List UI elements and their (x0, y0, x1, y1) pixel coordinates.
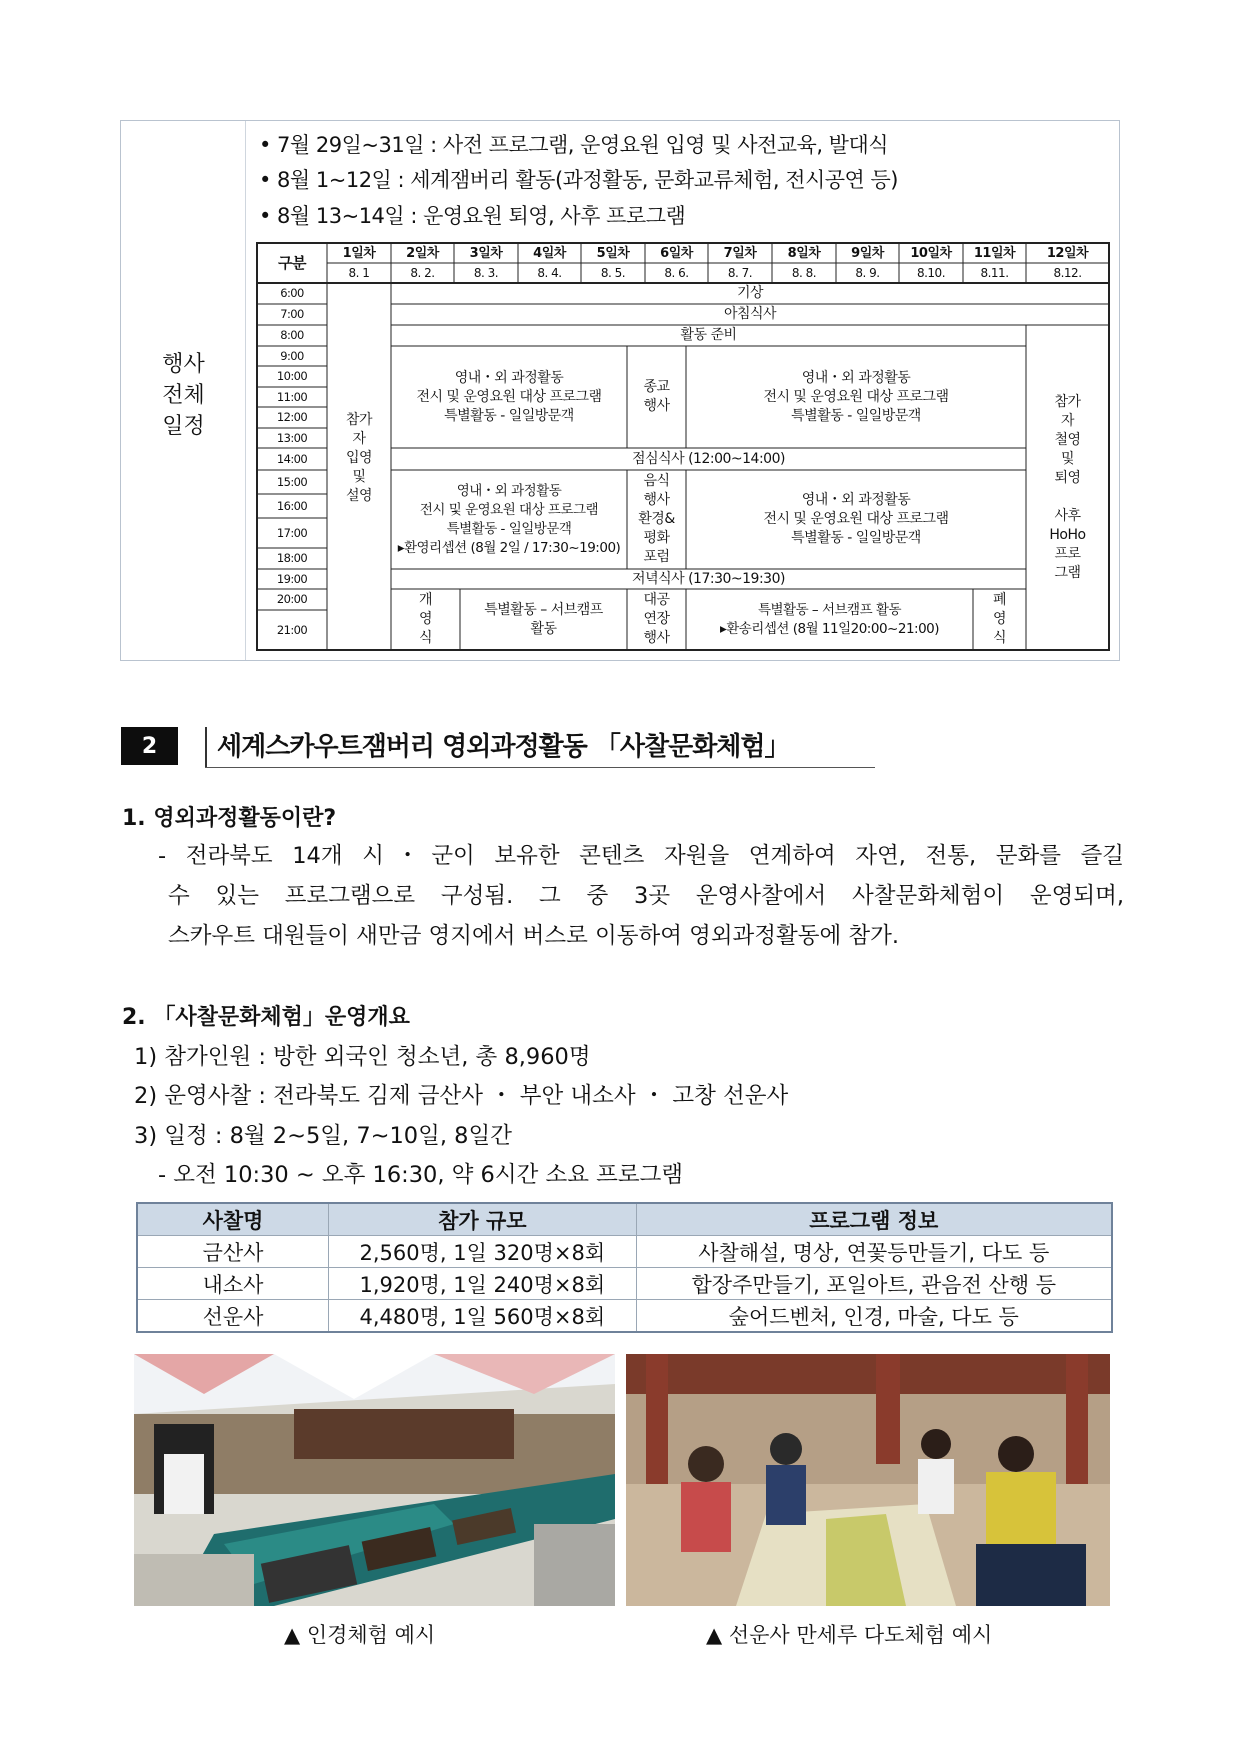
schedule-time-cell: 17:00 (276, 525, 308, 540)
schedule-date-header: 8.11. (980, 265, 1009, 280)
schedule-date-header: 8. 2. (410, 265, 435, 280)
subcamp-a-cell: 특별활동 – 서브캠프 활동 (484, 601, 603, 637)
schedule-date-header: 8. 7. (727, 265, 753, 280)
table-cell: 금산사 (137, 1236, 329, 1268)
table-row (137, 1236, 1112, 1268)
pm-activity-a-cell: 영내・외 과정활동 전시 및 운영요원 대상 프로그램 특별활동 - 일일방문객 ▸환영리셉션 (8월 2일 / 17:30~19:00) (397, 482, 621, 556)
schedule-date-header: 8. 1 (348, 265, 370, 280)
table-cell: 사찰해설, 명상, 연꽃등만들기, 다도 등 (636, 1236, 1112, 1268)
breakfast-cell: 아침식사 (723, 306, 777, 322)
section-title: 세계스카우트잼버리 영외과정활동 「사찰문화체험」 (217, 732, 790, 762)
schedule-day-header: 2일차 (406, 245, 439, 261)
dinner-cell: 저녁식사 (17:30~19:30) (632, 570, 785, 587)
schedule-time-cell: 12:00 (276, 410, 308, 424)
table-cell: 내소사 (137, 1268, 329, 1300)
schedule-bullet-3: • 8월 13~14일 : 운영요원 퇴영, 사후 프로그램 (259, 204, 686, 228)
schedule-time-cell: 16:00 (276, 498, 308, 513)
schedule-bullet-1: • 7월 29일~31일 : 사전 프로그램, 운영요원 입영 및 사전교육, 발대식 (259, 133, 889, 157)
opening-ceremony-cell: 개 영 식 (418, 592, 433, 646)
q1-line-3: 스카우트 대원들이 새만금 영지에서 버스로 이동하여 영외과정활동에 참가. (168, 923, 900, 949)
table-cell: 합장주만들기, 포일아트, 관음전 산행 등 (636, 1268, 1112, 1300)
schedule-date-header: 8. 9. (855, 265, 880, 280)
section-divider-line (205, 727, 207, 767)
table-cell: 2,560명, 1일 320명×8회 (329, 1236, 636, 1268)
table-header-cell: 참가 규모 (329, 1203, 636, 1236)
q1-line-1: - 전라북도 14개 시・군이 보유한 콘텐츠 자원을 연계하여 자연, 전통, 문화를 즐길 (158, 843, 1124, 869)
q2-item-4: - 오전 10:30 ~ 오후 16:30, 약 6시간 소요 프로그램 (158, 1162, 684, 1188)
closing-ceremony-cell: 폐 영 식 (992, 592, 1007, 646)
schedule-day-header: 10일차 (910, 245, 952, 261)
schedule-row-label-cell (121, 121, 246, 660)
schedule-day-header: 3일차 (469, 245, 503, 261)
bell-printing-photo (134, 1354, 615, 1606)
q2-item-3: 3) 일정 : 8월 2~5일, 7~10일, 8일간 (134, 1123, 512, 1149)
table-cell: 1,920명, 1일 240명×8회 (329, 1268, 636, 1300)
food-forum-cell: 음식 행사 환경& 평화 포럼 (638, 473, 675, 565)
schedule-day-header: 7일차 (723, 245, 757, 261)
schedule-date-header: 8. 6. (664, 265, 689, 280)
schedule-time-cell: 10:00 (276, 369, 308, 383)
schedule-time-cell: 13:00 (276, 430, 308, 445)
schedule-day-header: 12일차 (1046, 245, 1089, 261)
schedule-date-header: 8. 8. (791, 265, 817, 280)
table-header-row (137, 1203, 1112, 1236)
schedule-date-header: 8.10. (916, 265, 946, 280)
tea-ceremony-photo (626, 1354, 1110, 1606)
schedule-bullet-2: • 8월 1~12일 : 세계잼버리 활동(과정활동, 문화교류체험, 전시공연 등) (259, 168, 899, 192)
overall-schedule-box (120, 120, 1120, 661)
table-cell: 숲어드벤처, 인경, 마술, 다도 등 (636, 1300, 1112, 1333)
religious-event-cell: 종교 행사 (643, 379, 670, 414)
schedule-time-cell: 18:00 (276, 551, 308, 565)
schedule-time-cell: 7:00 (280, 307, 304, 321)
schedule-day-header: 1일차 (342, 245, 376, 261)
right-photo-caption: ▲ 선운사 만세루 다도체험 예시 (706, 1623, 993, 1647)
day12-checkout-cell: 참가 자 철영 및 퇴영 사후 HoHo 프로 그램 (1049, 393, 1086, 581)
am-activity-a-cell: 영내・외 과정활동 전시 및 운영요원 대상 프로그램 특별활동 - 일일방문객 (416, 369, 602, 424)
schedule-time-cell: 19:00 (276, 571, 308, 586)
left-photo-caption: ▲ 인경체험 예시 (284, 1623, 436, 1647)
section-underline (205, 767, 875, 768)
q1-heading: 1. 영외과정활동이란? (122, 806, 337, 831)
temple-program-table (136, 1202, 1113, 1333)
table-cell: 4,480명, 1일 560명×8회 (329, 1300, 636, 1333)
section-number-badge: 2 (121, 727, 178, 765)
schedule-row-label: 행사 전체 일정 (162, 352, 205, 439)
schedule-day-header: 4일차 (533, 245, 566, 261)
bell-printing-photo-illustration (134, 1354, 615, 1606)
daily-schedule-grid (256, 242, 1110, 651)
table-row (137, 1300, 1112, 1333)
schedule-corner: 구분 (278, 253, 306, 272)
am-activity-b-cell: 영내・외 과정활동 전시 및 운영요원 대상 프로그램 특별활동 - 일일방문객 (763, 369, 949, 424)
schedule-date-header: 8. 5. (600, 265, 626, 280)
q2-heading: 2. 「사찰문화체험」운영개요 (122, 1005, 410, 1030)
schedule-time-cell: 14:00 (276, 451, 308, 466)
pm-activity-b-cell: 영내・외 과정활동 전시 및 운영요원 대상 프로그램 특별활동 - 일일방문객 (763, 492, 949, 546)
table-row (137, 1268, 1112, 1300)
table-cell: 선운사 (137, 1300, 329, 1333)
schedule-day-header: 8일차 (787, 245, 821, 261)
schedule-day-header: 11일차 (973, 245, 1016, 261)
q2-item-1: 1) 참가인원 : 방한 외국인 청소년, 총 8,960명 (134, 1044, 591, 1070)
tea-ceremony-photo-illustration (626, 1354, 1110, 1606)
schedule-day-header: 9일차 (851, 245, 884, 261)
schedule-time-cell: 11:00 (276, 389, 308, 404)
q2-item-2: 2) 운영사찰 : 전라북도 김제 금산사 ・ 부안 내소사 ・ 고창 선운사 (134, 1083, 789, 1109)
schedule-time-cell: 21:00 (276, 622, 308, 637)
schedule-time-cell: 9:00 (280, 348, 304, 363)
schedule-day-header: 6일차 (660, 245, 693, 261)
table-header-cell: 사찰명 (137, 1203, 329, 1236)
lunch-cell: 점심식사 (12:00~14:00) (632, 450, 785, 467)
schedule-date-header: 8.12. (1053, 265, 1082, 280)
schedule-time-cell: 8:00 (280, 328, 304, 342)
subcamp-b-cell: 특별활동 – 서브캠프 활동 ▸환송리셉션 (8월 11일20:00~21:00) (719, 601, 940, 637)
schedule-day-header: 5일차 (596, 245, 630, 261)
wakeup-cell: 기상 (736, 285, 764, 301)
q1-line-2: 수 있는 프로그램으로 구성됨. 그 중 3곳 운영사찰에서 사찰문화체험이 운영되며, (168, 883, 1124, 909)
table-header-cell: 프로그램 정보 (636, 1203, 1112, 1236)
big-event-cell: 대공 연장 행사 (643, 592, 670, 646)
prep-cell: 활동 준비 (680, 327, 737, 343)
schedule-time-cell: 15:00 (276, 474, 308, 489)
day1-checkin-cell: 참가 자 입영 및 설영 (345, 411, 373, 504)
schedule-time-cell: 6:00 (280, 286, 304, 300)
schedule-date-header: 8. 4. (537, 265, 562, 280)
schedule-time-cell: 20:00 (276, 592, 308, 606)
schedule-date-header: 8. 3. (473, 265, 499, 280)
